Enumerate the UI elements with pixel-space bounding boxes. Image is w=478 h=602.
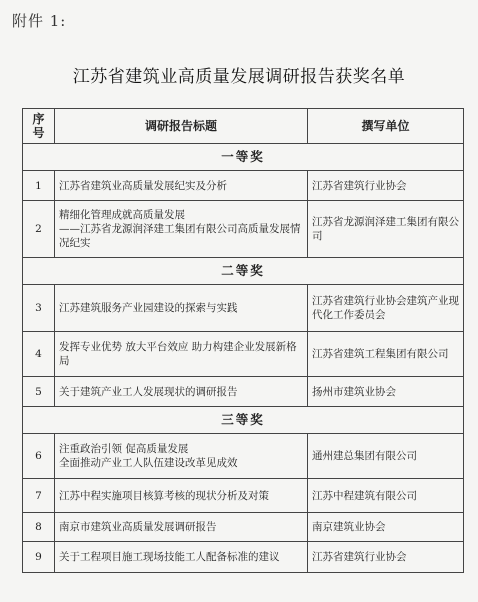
- report-title: 发挥专业优势 放大平台效应 助力构建企业发展新格局: [55, 332, 308, 377]
- table-row: [23, 285, 464, 332]
- author-unit: 扬州市建筑业协会: [308, 377, 464, 407]
- section-row-first-prize: [23, 144, 464, 171]
- awards-table: [22, 108, 464, 573]
- row-number: 7: [23, 479, 55, 513]
- section-row-second-prize: [23, 258, 464, 285]
- author-unit: 通州建总集团有限公司: [308, 434, 464, 479]
- table-row: [23, 201, 464, 258]
- column-header-unit: 撰写单位: [308, 109, 464, 144]
- table-row: [23, 513, 464, 542]
- author-unit: 江苏省建筑工程集团有限公司: [308, 332, 464, 377]
- row-number: 9: [23, 542, 55, 573]
- section-label: 一等奖: [23, 144, 464, 171]
- author-unit: 江苏省建筑行业协会建筑产业现代化工作委员会: [308, 285, 464, 332]
- section-label: 二等奖: [23, 258, 464, 285]
- author-unit: 江苏省龙源润泽建工集团有限公司: [308, 201, 464, 258]
- author-unit: 江苏省建筑行业协会: [308, 542, 464, 573]
- table-row: [23, 434, 464, 479]
- report-title: 关于建筑产业工人发展现状的调研报告: [55, 377, 308, 407]
- table-row: [23, 377, 464, 407]
- column-header-title: 调研报告标题: [55, 109, 308, 144]
- table-row: [23, 479, 464, 513]
- report-title: 精细化管理成就高质量发展 ——江苏省龙源润泽建工集团有限公司高质量发展情况纪实: [55, 201, 308, 258]
- row-number: 8: [23, 513, 55, 542]
- table-header-row: [23, 109, 464, 144]
- report-title: 关于工程项目施工现场技能工人配备标准的建议: [55, 542, 308, 573]
- report-title: 注重政治引领 促高质量发展 全面推动产业工人队伍建设改革见成效: [55, 434, 308, 479]
- row-number: 1: [23, 171, 55, 201]
- table-row: [23, 332, 464, 377]
- table-row: [23, 171, 464, 201]
- report-title: 江苏中程实施项目核算考核的现状分析及对策: [55, 479, 308, 513]
- row-number: 2: [23, 201, 55, 258]
- section-label: 三等奖: [23, 407, 464, 434]
- row-number: 5: [23, 377, 55, 407]
- author-unit: 南京建筑业协会: [308, 513, 464, 542]
- document-title: 江苏省建筑业高质量发展调研报告获奖名单: [72, 67, 406, 87]
- row-number: 4: [23, 332, 55, 377]
- column-header-no: 序号: [23, 109, 55, 144]
- author-unit: 江苏中程建筑有限公司: [308, 479, 464, 513]
- report-title: 南京市建筑业高质量发展调研报告: [55, 513, 308, 542]
- report-title: 江苏省建筑业高质量发展纪实及分析: [55, 171, 308, 201]
- table-row: [23, 542, 464, 573]
- attachment-label: 附件 1:: [12, 12, 67, 30]
- row-number: 3: [23, 285, 55, 332]
- report-title: 江苏建筑服务产业园建设的探索与实践: [55, 285, 308, 332]
- row-number: 6: [23, 434, 55, 479]
- author-unit: 江苏省建筑行业协会: [308, 171, 464, 201]
- section-row-third-prize: [23, 407, 464, 434]
